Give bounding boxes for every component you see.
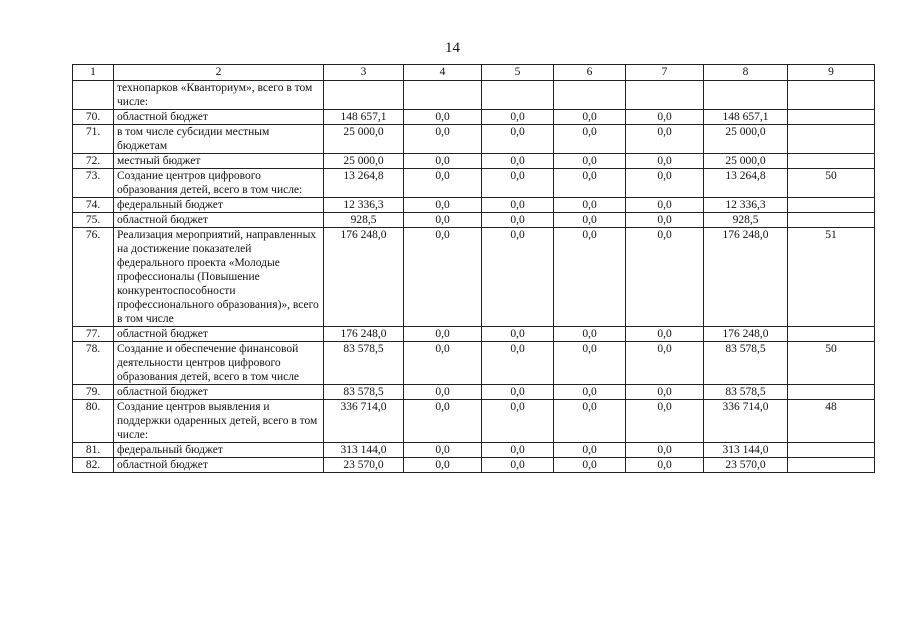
col9-value: 51 bbox=[788, 228, 875, 327]
col3-value: 25 000,0 bbox=[324, 125, 404, 154]
col4-value: 0,0 bbox=[404, 342, 482, 385]
col9-value bbox=[788, 81, 875, 110]
col7-value: 0,0 bbox=[626, 110, 704, 125]
col6-value: 0,0 bbox=[554, 400, 626, 443]
table-row bbox=[73, 342, 875, 385]
col7-value: 0,0 bbox=[626, 400, 704, 443]
row-name: областной бюджет bbox=[114, 213, 324, 228]
col6-value: 0,0 bbox=[554, 458, 626, 473]
row-name: областной бюджет bbox=[114, 327, 324, 342]
col4-value: 0,0 bbox=[404, 385, 482, 400]
table-row bbox=[73, 154, 875, 169]
row-name: Реализация мероприятий, направленных на достижение показателей федерального проекта «Молодые профессионалы (Повышение конкурентоспособности профессионального образования)», всего в том числе bbox=[114, 228, 324, 327]
col9-value bbox=[788, 198, 875, 213]
col8-value: 83 578,5 bbox=[704, 342, 788, 385]
col8-value: 148 657,1 bbox=[704, 110, 788, 125]
col4-value: 0,0 bbox=[404, 228, 482, 327]
row-name: технопарков «Кванториум», всего в том числе: bbox=[114, 81, 324, 110]
col7-value: 0,0 bbox=[626, 327, 704, 342]
row-number: 80. bbox=[73, 400, 114, 443]
header-cell: 4 bbox=[404, 65, 482, 81]
row-name: областной бюджет bbox=[114, 458, 324, 473]
header-cell: 8 bbox=[704, 65, 788, 81]
table-row bbox=[73, 81, 875, 110]
col6-value: 0,0 bbox=[554, 443, 626, 458]
col8-value: 928,5 bbox=[704, 213, 788, 228]
row-number: 73. bbox=[73, 169, 114, 198]
col4-value: 0,0 bbox=[404, 443, 482, 458]
row-number: 71. bbox=[73, 125, 114, 154]
col3-value: 25 000,0 bbox=[324, 154, 404, 169]
col4-value: 0,0 bbox=[404, 198, 482, 213]
table-row bbox=[73, 213, 875, 228]
col5-value: 0,0 bbox=[482, 125, 554, 154]
col3-value: 148 657,1 bbox=[324, 110, 404, 125]
col4-value: 0,0 bbox=[404, 154, 482, 169]
col3-value: 83 578,5 bbox=[324, 385, 404, 400]
col5-value: 0,0 bbox=[482, 154, 554, 169]
table-row bbox=[73, 400, 875, 443]
col4-value: 0,0 bbox=[404, 125, 482, 154]
col5-value: 0,0 bbox=[482, 458, 554, 473]
table-row bbox=[73, 125, 875, 154]
table-row bbox=[73, 110, 875, 125]
col7-value: 0,0 bbox=[626, 213, 704, 228]
row-number: 76. bbox=[73, 228, 114, 327]
table-row bbox=[73, 198, 875, 213]
col6-value: 0,0 bbox=[554, 213, 626, 228]
table-row bbox=[73, 385, 875, 400]
col8-value: 176 248,0 bbox=[704, 228, 788, 327]
col8-value: 12 336,3 bbox=[704, 198, 788, 213]
row-number: 70. bbox=[73, 110, 114, 125]
col8-value: 25 000,0 bbox=[704, 154, 788, 169]
col6-value: 0,0 bbox=[554, 125, 626, 154]
row-number: 72. bbox=[73, 154, 114, 169]
col5-value: 0,0 bbox=[482, 228, 554, 327]
col3-value: 23 570,0 bbox=[324, 458, 404, 473]
col6-value: 0,0 bbox=[554, 198, 626, 213]
col5-value: 0,0 bbox=[482, 385, 554, 400]
row-number: 81. bbox=[73, 443, 114, 458]
col9-value bbox=[788, 154, 875, 169]
col6-value: 0,0 bbox=[554, 342, 626, 385]
col7-value: 0,0 bbox=[626, 342, 704, 385]
table-row bbox=[73, 443, 875, 458]
col7-value: 0,0 bbox=[626, 198, 704, 213]
col3-value: 12 336,3 bbox=[324, 198, 404, 213]
col4-value bbox=[404, 81, 482, 110]
col5-value bbox=[482, 81, 554, 110]
row-name: областной бюджет bbox=[114, 110, 324, 125]
row-name: Создание и обеспечение финансовой деятельности центров цифрового образования детей, всего в том числе bbox=[114, 342, 324, 385]
col4-value: 0,0 bbox=[404, 458, 482, 473]
col8-value: 83 578,5 bbox=[704, 385, 788, 400]
col8-value: 336 714,0 bbox=[704, 400, 788, 443]
header-cell: 5 bbox=[482, 65, 554, 81]
col5-value: 0,0 bbox=[482, 327, 554, 342]
col9-value: 48 bbox=[788, 400, 875, 443]
budget-table bbox=[72, 64, 875, 473]
page-number: 14 bbox=[445, 40, 460, 56]
header-cell: 1 bbox=[73, 65, 114, 81]
header-cell: 6 bbox=[554, 65, 626, 81]
col5-value: 0,0 bbox=[482, 110, 554, 125]
table-row bbox=[73, 458, 875, 473]
row-number: 77. bbox=[73, 327, 114, 342]
col6-value: 0,0 bbox=[554, 169, 626, 198]
col9-value bbox=[788, 443, 875, 458]
col7-value: 0,0 bbox=[626, 228, 704, 327]
col9-value bbox=[788, 110, 875, 125]
col8-value: 176 248,0 bbox=[704, 327, 788, 342]
col3-value: 83 578,5 bbox=[324, 342, 404, 385]
row-name: Создание центров выявления и поддержки одаренных детей, всего в том числе: bbox=[114, 400, 324, 443]
col7-value: 0,0 bbox=[626, 458, 704, 473]
row-name: федеральный бюджет bbox=[114, 443, 324, 458]
row-name: местный бюджет bbox=[114, 154, 324, 169]
col8-value: 25 000,0 bbox=[704, 125, 788, 154]
col9-value bbox=[788, 458, 875, 473]
col7-value: 0,0 bbox=[626, 154, 704, 169]
col8-value: 313 144,0 bbox=[704, 443, 788, 458]
row-number: 79. bbox=[73, 385, 114, 400]
row-name: областной бюджет bbox=[114, 385, 324, 400]
col8-value: 23 570,0 bbox=[704, 458, 788, 473]
col5-value: 0,0 bbox=[482, 169, 554, 198]
col7-value: 0,0 bbox=[626, 443, 704, 458]
row-number: 74. bbox=[73, 198, 114, 213]
header-cell: 9 bbox=[788, 65, 875, 81]
row-name: в том числе субсидии местным бюджетам bbox=[114, 125, 324, 154]
table-row bbox=[73, 169, 875, 198]
col9-value: 50 bbox=[788, 342, 875, 385]
col6-value: 0,0 bbox=[554, 228, 626, 327]
col5-value: 0,0 bbox=[482, 198, 554, 213]
header-cell: 7 bbox=[626, 65, 704, 81]
col5-value: 0,0 bbox=[482, 443, 554, 458]
col8-value: 13 264,8 bbox=[704, 169, 788, 198]
row-name: Создание центров цифрового образования детей, всего в том числе: bbox=[114, 169, 324, 198]
col9-value bbox=[788, 125, 875, 154]
col3-value: 313 144,0 bbox=[324, 443, 404, 458]
row-number: 82. bbox=[73, 458, 114, 473]
col7-value: 0,0 bbox=[626, 125, 704, 154]
col9-value: 50 bbox=[788, 169, 875, 198]
col9-value bbox=[788, 327, 875, 342]
col7-value bbox=[626, 81, 704, 110]
col3-value: 176 248,0 bbox=[324, 327, 404, 342]
col3-value: 336 714,0 bbox=[324, 400, 404, 443]
table-row bbox=[73, 228, 875, 327]
col9-value bbox=[788, 213, 875, 228]
col6-value bbox=[554, 81, 626, 110]
col3-value: 176 248,0 bbox=[324, 228, 404, 327]
col4-value: 0,0 bbox=[404, 169, 482, 198]
col3-value bbox=[324, 81, 404, 110]
col7-value: 0,0 bbox=[626, 385, 704, 400]
col4-value: 0,0 bbox=[404, 400, 482, 443]
col9-value bbox=[788, 385, 875, 400]
col5-value: 0,0 bbox=[482, 213, 554, 228]
col4-value: 0,0 bbox=[404, 327, 482, 342]
table-header-row bbox=[73, 65, 875, 81]
col6-value: 0,0 bbox=[554, 327, 626, 342]
header-cell: 2 bbox=[114, 65, 324, 81]
col3-value: 13 264,8 bbox=[324, 169, 404, 198]
col8-value bbox=[704, 81, 788, 110]
col5-value: 0,0 bbox=[482, 342, 554, 385]
col5-value: 0,0 bbox=[482, 400, 554, 443]
table-row bbox=[73, 327, 875, 342]
col6-value: 0,0 bbox=[554, 385, 626, 400]
row-number bbox=[73, 81, 114, 110]
col3-value: 928,5 bbox=[324, 213, 404, 228]
header-cell: 3 bbox=[324, 65, 404, 81]
col4-value: 0,0 bbox=[404, 110, 482, 125]
col6-value: 0,0 bbox=[554, 110, 626, 125]
col7-value: 0,0 bbox=[626, 169, 704, 198]
row-number: 78. bbox=[73, 342, 114, 385]
col6-value: 0,0 bbox=[554, 154, 626, 169]
row-number: 75. bbox=[73, 213, 114, 228]
col4-value: 0,0 bbox=[404, 213, 482, 228]
row-name: федеральный бюджет bbox=[114, 198, 324, 213]
